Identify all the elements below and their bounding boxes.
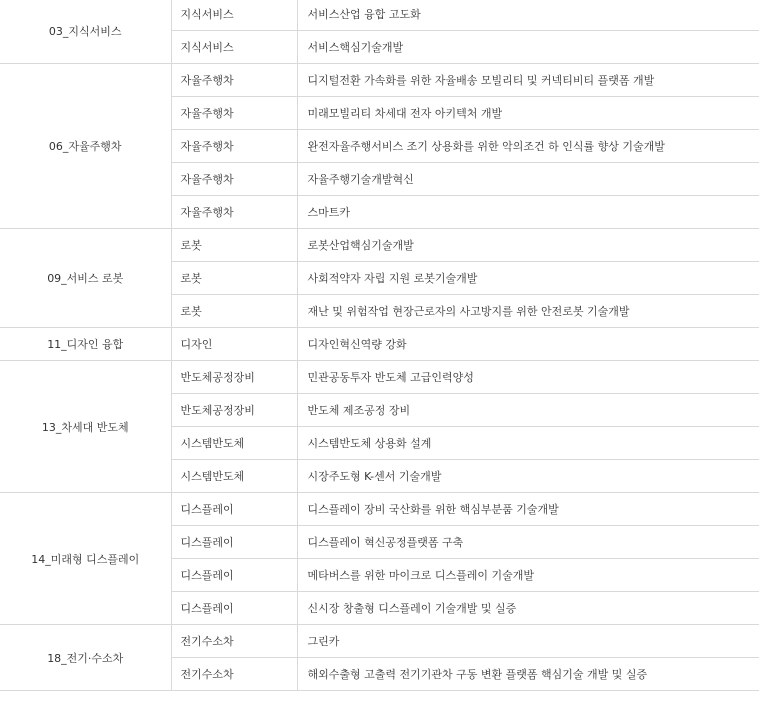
category-cell: 디스플레이	[171, 493, 297, 526]
table-row	[0, 625, 759, 658]
project-name-cell: 미래모빌리티 차세대 전자 아키텍처 개발	[297, 97, 759, 130]
category-cell: 지식서비스	[171, 31, 297, 64]
project-name-cell: 스마트카	[297, 196, 759, 229]
category-cell: 시스템반도체	[171, 460, 297, 493]
table-row	[0, 64, 759, 97]
project-name-cell: 디스플레이 혁신공정플랫폼 구축	[297, 526, 759, 559]
category-cell: 디스플레이	[171, 526, 297, 559]
project-name-cell: 해외수출형 고출력 전기기관차 구동 변환 플랫폼 핵심기술 개발 및 실증	[297, 658, 759, 691]
category-cell: 자율주행차	[171, 130, 297, 163]
category-cell: 디스플레이	[171, 592, 297, 625]
project-name-cell: 재난 및 위험작업 현장근로자의 사고방지를 위한 안전로봇 기술개발	[297, 295, 759, 328]
project-name-cell: 시스템반도체 상용화 설계	[297, 427, 759, 460]
group-name-cell: 18_전기·수소차	[0, 625, 171, 691]
category-cell: 반도체공정장비	[171, 361, 297, 394]
category-cell: 로봇	[171, 229, 297, 262]
project-name-cell: 그린카	[297, 625, 759, 658]
project-name-cell: 로봇산업핵심기술개발	[297, 229, 759, 262]
table-row	[0, 361, 759, 394]
project-name-cell: 디지털전환 가속화를 위한 자율배송 모빌리티 및 커넥티비티 플랫폼 개발	[297, 64, 759, 97]
category-cell: 자율주행차	[171, 64, 297, 97]
project-name-cell: 디자인혁신역량 강화	[297, 328, 759, 361]
project-name-cell: 디스플레이 장비 국산화를 위한 핵심부분품 기술개발	[297, 493, 759, 526]
category-cell: 로봇	[171, 295, 297, 328]
table-row	[0, 0, 759, 31]
project-name-cell: 서비스산업 융합 고도화	[297, 0, 759, 31]
group-name-cell: 13_차세대 반도체	[0, 361, 171, 493]
group-name-cell: 03_지식서비스	[0, 0, 171, 64]
project-name-cell: 반도체 제조공정 장비	[297, 394, 759, 427]
group-name-cell: 06_자율주행차	[0, 64, 171, 229]
table-row	[0, 493, 759, 526]
category-cell: 로봇	[171, 262, 297, 295]
category-cell: 지식서비스	[171, 0, 297, 31]
project-name-cell: 신시장 창출형 디스플레이 기술개발 및 실증	[297, 592, 759, 625]
category-cell: 디자인	[171, 328, 297, 361]
category-cell: 전기수소차	[171, 625, 297, 658]
project-name-cell: 사회적약자 자립 지원 로봇기술개발	[297, 262, 759, 295]
group-name-cell: 14_미래형 디스플레이	[0, 493, 171, 625]
table-row	[0, 328, 759, 361]
project-name-cell: 서비스핵심기술개발	[297, 31, 759, 64]
project-name-cell: 메타버스를 위한 마이크로 디스플레이 기술개발	[297, 559, 759, 592]
project-name-cell: 자율주행기술개발혁신	[297, 163, 759, 196]
project-name-cell: 시장주도형 K-센서 기술개발	[297, 460, 759, 493]
category-cell: 자율주행차	[171, 97, 297, 130]
category-cell: 자율주행차	[171, 196, 297, 229]
project-name-cell: 민관공동투자 반도체 고급인력양성	[297, 361, 759, 394]
category-cell: 디스플레이	[171, 559, 297, 592]
group-name-cell: 11_디자인 융합	[0, 328, 171, 361]
table-row	[0, 229, 759, 262]
category-cell: 시스템반도체	[171, 427, 297, 460]
category-cell: 자율주행차	[171, 163, 297, 196]
category-cell: 반도체공정장비	[171, 394, 297, 427]
group-name-cell: 09_서비스 로봇	[0, 229, 171, 328]
project-name-cell: 완전자율주행서비스 조기 상용화를 위한 악의조건 하 인식률 향상 기술개발	[297, 130, 759, 163]
category-cell: 전기수소차	[171, 658, 297, 691]
